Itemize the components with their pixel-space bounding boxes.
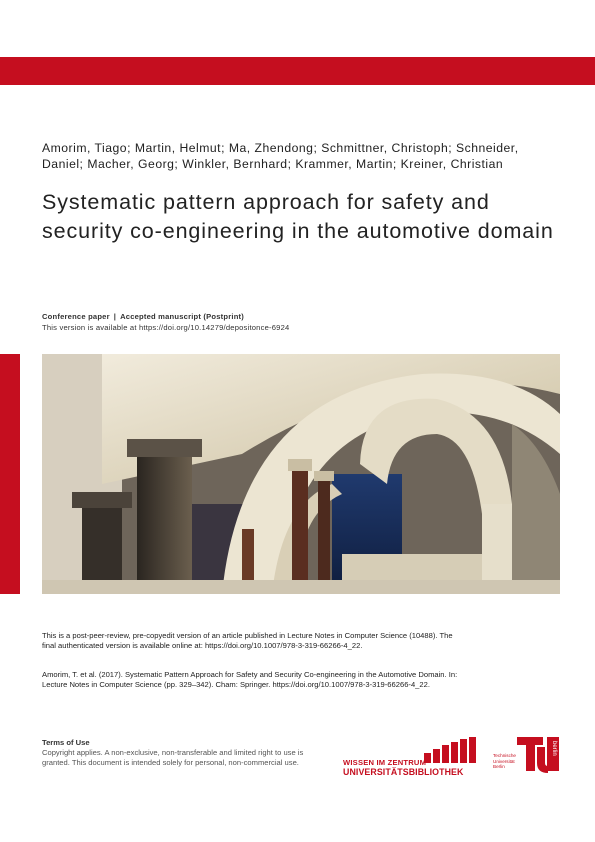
- availability-link[interactable]: This version is available at https://doi.org/10.14279/depositonce-6924: [42, 323, 290, 332]
- side-accent-bar: [0, 354, 20, 594]
- ub-logo-tagline: WISSEN IM ZENTRUM: [343, 758, 427, 767]
- tu-emblem-icon: [517, 735, 561, 773]
- top-accent-bar: [0, 57, 595, 85]
- cover-photo: [42, 354, 560, 594]
- library-books-icon: [424, 737, 484, 763]
- postprint-notice: This is a post-peer-review, pre-copyedit version of an article published in Lecture Notes in Computer Science (10488). The final authenticated version is available online at: https://doi.org/10.1007/978-3-319-66266-4_22.: [42, 631, 453, 651]
- ub-logo-name: UNIVERSITÄTSBIBLIOTHEK: [343, 767, 464, 777]
- terms-of-use: [42, 738, 312, 769]
- tu-berlin-logo: [493, 735, 563, 779]
- tu-logo-text: Technische Universität Berlin: [493, 753, 516, 769]
- tu-berlin-label: berlin: [551, 741, 557, 756]
- university-library-logo: [343, 737, 493, 777]
- document-meta: [42, 311, 562, 333]
- publication-type: Conference paper: [42, 312, 110, 321]
- terms-title: Terms of Use: [42, 738, 90, 747]
- citation: Amorim, T. et al. (2017). Systematic Pattern Approach for Safety and Security Co-engineering in the Automotive Domain. In: Lecture Notes in Computer Science (pp. 329–342). Cham: Springer. https://doi.org/10.1007/978-3-319-66266-4_22.: [42, 670, 458, 690]
- manuscript-version: Accepted manuscript (Postprint): [120, 312, 245, 321]
- author-list: Amorim, Tiago; Martin, Helmut; Ma, Zhendong; Schmittner, Christoph; Schneider, Daniel; Macher, Georg; Winkler, Bernhard; Krammer, Martin; Kreiner, Christian: [42, 141, 519, 171]
- meta-separator: |: [113, 312, 117, 321]
- terms-text: Copyright applies. A non-exclusive, non-transferable and limited right to use is granted. This document is intended solely for personal, non-commercial use.: [42, 748, 304, 768]
- document-title: Systematic pattern approach for safety and security co-engineering in the automotive domain: [42, 190, 554, 243]
